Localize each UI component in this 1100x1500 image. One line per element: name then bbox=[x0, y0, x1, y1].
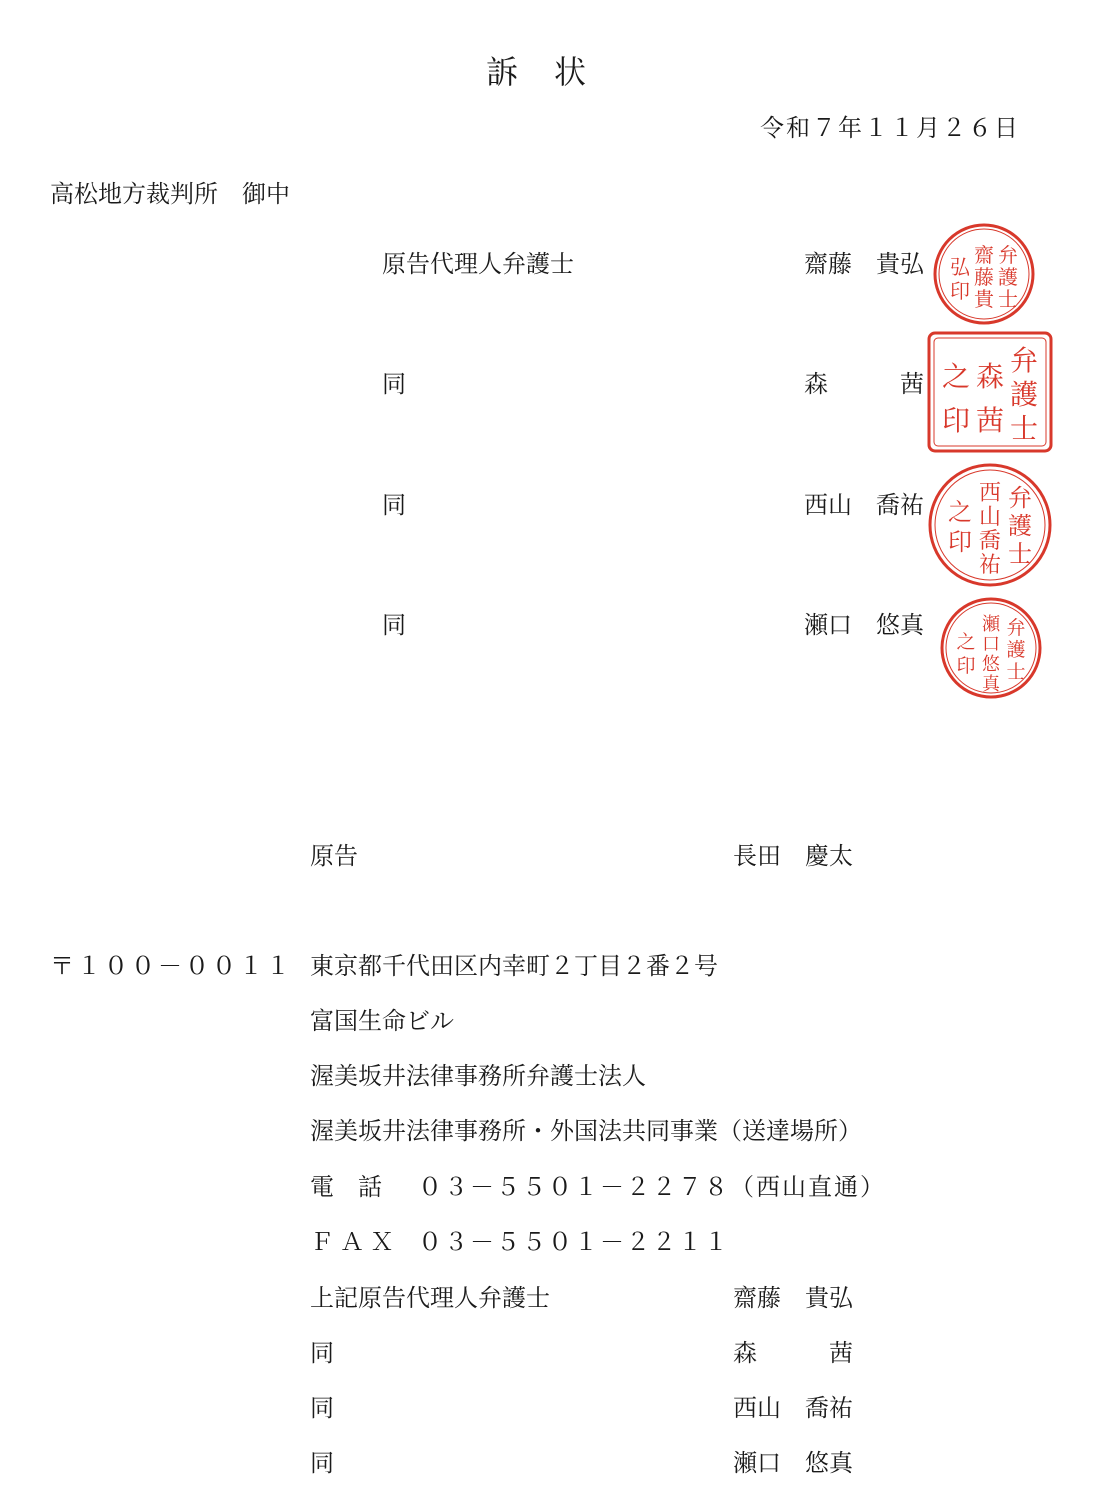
svg-text:悠: 悠 bbox=[982, 654, 1000, 675]
seal-mori-stamp bbox=[926, 330, 1054, 454]
court-addressee: 高松地方裁判所 御中 bbox=[50, 180, 290, 208]
signatory-role-3: 同 bbox=[382, 491, 406, 519]
signatory-name-1: 齋藤 貴弘 bbox=[804, 250, 924, 278]
postal-code: 〒１００－００１１ bbox=[50, 952, 293, 980]
signatory-name-2: 森 茜 bbox=[804, 370, 924, 398]
svg-text:祐: 祐 bbox=[978, 553, 1002, 578]
seal-saito-stamp bbox=[932, 222, 1036, 326]
svg-text:喬: 喬 bbox=[978, 529, 1002, 554]
svg-text:弁: 弁 bbox=[1006, 617, 1026, 639]
plaintiff-name: 長田 慶太 bbox=[733, 842, 853, 870]
listed-agent-name-2: 森 茜 bbox=[733, 1339, 853, 1367]
svg-text:士: 士 bbox=[1006, 661, 1026, 683]
document-title-so: 訴 bbox=[486, 53, 519, 91]
signatory-role-2: 同 bbox=[382, 370, 406, 398]
fax-label: ＦＡＸ bbox=[310, 1228, 400, 1256]
svg-text:弁: 弁 bbox=[1009, 344, 1039, 377]
svg-text:齋: 齋 bbox=[974, 243, 994, 267]
svg-text:印: 印 bbox=[950, 279, 970, 303]
svg-text:茜: 茜 bbox=[975, 404, 1005, 437]
svg-text:印: 印 bbox=[948, 528, 972, 556]
signatory-role-1: 原告代理人弁護士 bbox=[382, 250, 574, 278]
svg-text:印: 印 bbox=[941, 404, 971, 437]
svg-text:之: 之 bbox=[956, 631, 976, 653]
svg-text:印: 印 bbox=[956, 655, 976, 677]
signatory-name-4: 瀬口 悠真 bbox=[804, 611, 924, 639]
svg-text:護: 護 bbox=[1009, 378, 1039, 411]
svg-text:口: 口 bbox=[982, 634, 1000, 655]
listed-agent-role-3: 同 bbox=[310, 1394, 334, 1422]
svg-text:護: 護 bbox=[998, 265, 1018, 289]
svg-text:士: 士 bbox=[1009, 412, 1039, 445]
signatory-role-4: 同 bbox=[382, 611, 406, 639]
listed-agent-role-2: 同 bbox=[310, 1339, 334, 1367]
phone-number: ０３－５５０１－２２７８（西山直通） bbox=[418, 1173, 886, 1201]
address-line-2: 富国生命ビル bbox=[310, 1007, 454, 1035]
signatory-name-3: 西山 喬祐 bbox=[804, 491, 924, 519]
svg-text:貴: 貴 bbox=[974, 287, 994, 311]
svg-text:之: 之 bbox=[948, 498, 972, 526]
svg-text:藤: 藤 bbox=[974, 265, 994, 289]
seal-seguchi-stamp bbox=[938, 596, 1044, 700]
filing-date: 令和７年１１月２６日 bbox=[760, 114, 1020, 142]
svg-text:西: 西 bbox=[978, 481, 1002, 506]
svg-text:瀬: 瀬 bbox=[982, 614, 1000, 635]
svg-text:護: 護 bbox=[1008, 512, 1032, 540]
plaintiff-label: 原告 bbox=[310, 842, 358, 870]
listed-agent-name-4: 瀬口 悠真 bbox=[733, 1449, 853, 1477]
listed-agent-name-1: 齋藤 貴弘 bbox=[733, 1284, 853, 1312]
phone-label: 電 話 bbox=[310, 1173, 382, 1201]
document-title-jo: 状 bbox=[554, 53, 587, 91]
svg-text:弁: 弁 bbox=[998, 243, 1018, 267]
svg-text:真: 真 bbox=[982, 674, 1000, 695]
svg-text:士: 士 bbox=[998, 287, 1018, 311]
svg-text:山: 山 bbox=[978, 505, 1002, 530]
svg-text:弘: 弘 bbox=[950, 255, 970, 279]
svg-text:弁: 弁 bbox=[1008, 484, 1032, 512]
svg-text:森: 森 bbox=[975, 360, 1005, 393]
fax-number: ０３－５５０１－２２１１ bbox=[418, 1228, 730, 1256]
seal-nishiyama-stamp bbox=[926, 462, 1054, 588]
listed-agent-name-3: 西山 喬祐 bbox=[733, 1394, 853, 1422]
listed-agent-role-1: 上記原告代理人弁護士 bbox=[310, 1284, 550, 1312]
listed-agent-role-4: 同 bbox=[310, 1449, 334, 1477]
address-line-1: 東京都千代田区内幸町２丁目２番２号 bbox=[310, 952, 718, 980]
svg-text:之: 之 bbox=[941, 360, 971, 393]
svg-text:護: 護 bbox=[1006, 639, 1026, 661]
address-line-4: 渥美坂井法律事務所・外国法共同事業（送達場所） bbox=[310, 1117, 862, 1145]
address-line-3: 渥美坂井法律事務所弁護士法人 bbox=[310, 1062, 646, 1090]
svg-text:士: 士 bbox=[1008, 540, 1032, 568]
